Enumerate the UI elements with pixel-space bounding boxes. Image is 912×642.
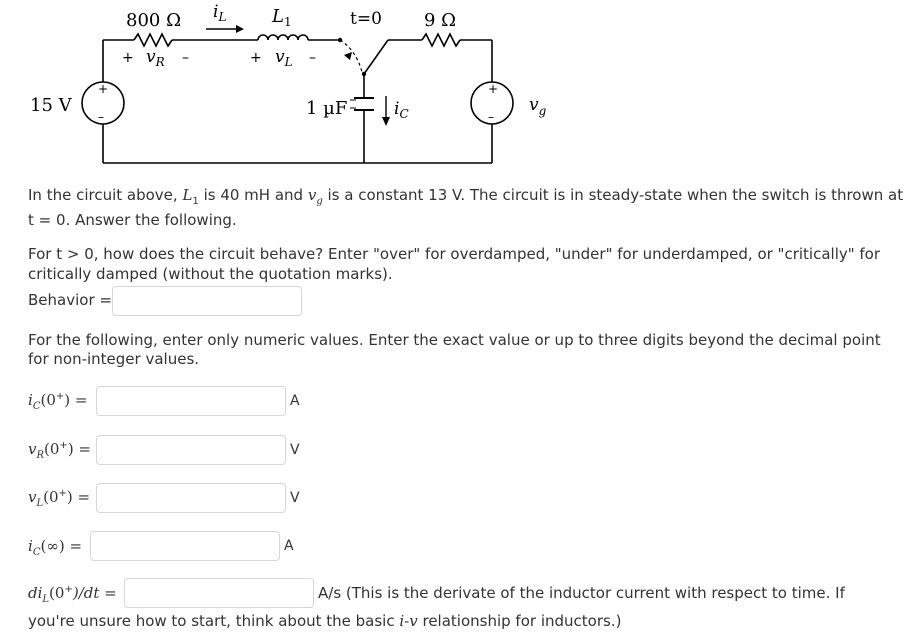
resistor-800-zigzag: [134, 34, 172, 46]
ic0-input[interactable]: [96, 386, 286, 416]
ic0-label: $i_C(0^+)$ =: [28, 391, 88, 412]
ic0-unit: A: [290, 393, 300, 409]
vl0-unit: V: [290, 490, 300, 506]
l1-label: $L_1$: [272, 6, 292, 29]
source1-minus: –: [98, 110, 104, 124]
source1-plus: +: [98, 82, 109, 96]
ic-label: $i_C$: [394, 99, 409, 121]
vl-minus: –: [309, 50, 316, 66]
cap-label: 1 µF: [306, 98, 348, 119]
r2-label: 9 Ω: [424, 10, 457, 31]
vg-label: $v_g$: [529, 95, 547, 118]
behavior-label: Behavior =: [28, 291, 112, 309]
source2-minus: –: [488, 110, 494, 124]
inductor-coils: [258, 35, 308, 40]
icinf-label: $i_C(\infty)$ =: [28, 537, 83, 558]
vr-plus: +: [122, 50, 134, 66]
switch-blade: [364, 40, 388, 74]
source1-label: 15 V: [30, 95, 72, 116]
deriv-input[interactable]: [124, 578, 314, 608]
deriv-hint-line2: you're unsure how to start, think about the basic i-v relationship for inductors.): [28, 612, 622, 630]
vl0-label: $v_L(0^+)$ =: [28, 488, 91, 509]
vl0-input[interactable]: [96, 483, 286, 513]
numeric-instructions-line2: for non-integer values.: [28, 350, 200, 368]
icinf-unit: A: [284, 538, 294, 554]
behavior-input[interactable]: [112, 286, 302, 316]
deriv-label: $di_L(0^+)/dt$ =: [28, 584, 117, 605]
vr-minus: –: [182, 50, 189, 66]
resistor-9-zigzag: [422, 34, 460, 46]
r1-label: 800 Ω: [126, 10, 182, 31]
il-label: $i_L$: [213, 2, 227, 24]
deriv-unit-note: A/s (This is the derivate of the inductor current with respect to time. If: [318, 584, 845, 602]
vl-plus: +: [250, 50, 262, 66]
question-behavior-line1: For t > 0, how does the circuit behave? Enter "over" for overdamped, "under" for underdamped, or "critically" for: [28, 245, 881, 263]
vr0-input[interactable]: [96, 435, 286, 465]
problem-intro-line2: t = 0. Answer the following.: [28, 211, 237, 229]
source2-plus: +: [488, 82, 499, 96]
switch-label: t=0: [350, 9, 382, 29]
problem-intro: In the circuit above, $L_1$ is 40 mH and $v_g$ is a constant 13 V. The circuit is in steady-state when the switch is thrown at: [28, 186, 904, 207]
vr0-label: $v_R(0^+)$ =: [28, 440, 92, 461]
vl-label: $v_L$: [275, 47, 293, 69]
vr-label: $v_R$: [146, 47, 165, 69]
question-behavior-line2: critically damped (without the quotation marks).: [28, 265, 393, 283]
numeric-instructions-line1: For the following, enter only numeric values. Enter the exact value or up to three digits beyond the decimal point: [28, 331, 881, 349]
circuit-diagram: [0, 0, 600, 180]
vr0-unit: V: [290, 442, 300, 458]
icinf-input[interactable]: [90, 531, 280, 561]
